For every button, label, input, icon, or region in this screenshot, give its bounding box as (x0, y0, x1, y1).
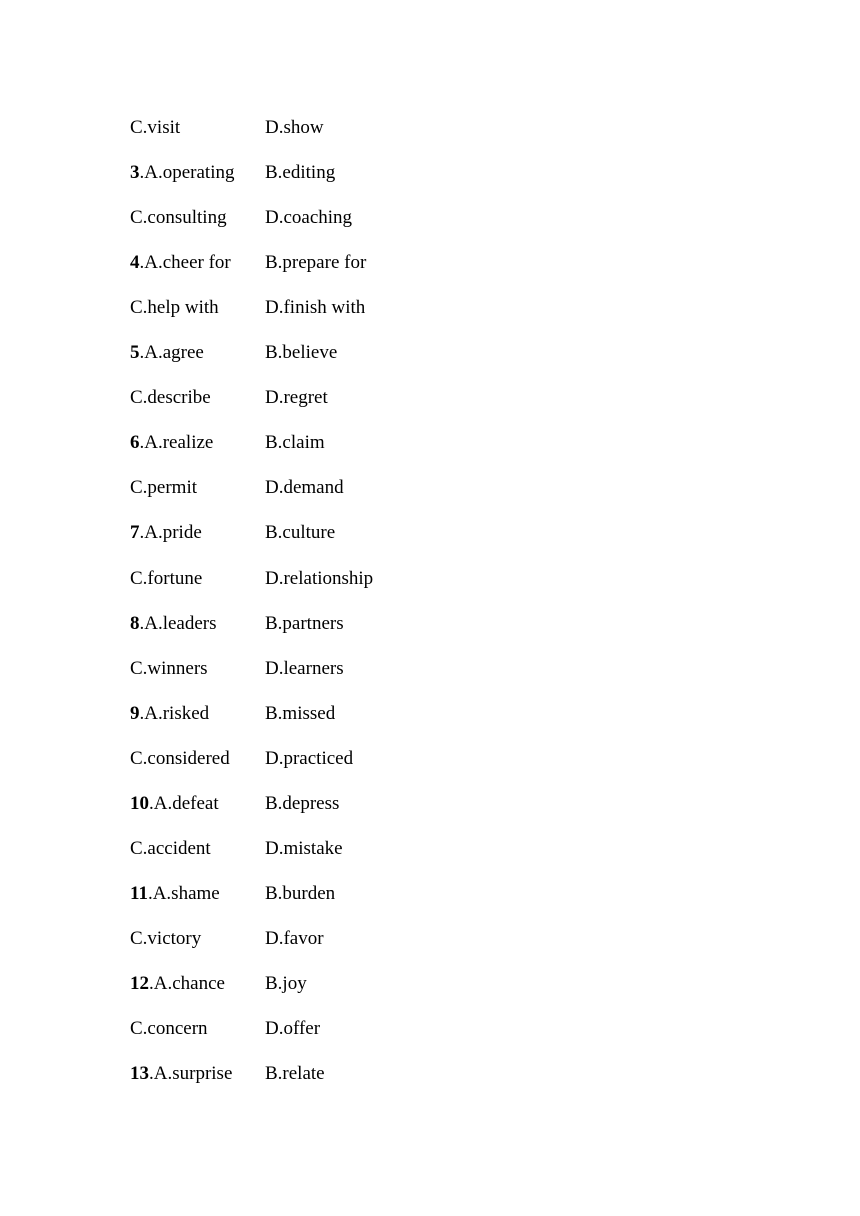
option-left-text: .A.chance (149, 973, 225, 994)
option-left (130, 161, 234, 185)
option-left-text: .A.shame (147, 883, 220, 904)
option-left (130, 341, 204, 365)
option-right: D.demand (265, 477, 344, 498)
question-number: 9 (130, 703, 140, 724)
option-right: D.practiced (265, 748, 354, 769)
option-right: D.finish with (265, 297, 366, 318)
option-left (130, 386, 211, 410)
option-right: D.coaching (265, 207, 353, 228)
question-number: 10 (130, 793, 149, 814)
option-left (130, 702, 209, 726)
option-left-text: .A.defeat (149, 793, 219, 814)
option-left-text: .A.realize (139, 432, 214, 453)
question-number: 4 (130, 252, 140, 273)
option-right: B.missed (265, 703, 336, 724)
option-left-text: C.accident (130, 838, 211, 859)
option-left (130, 1017, 208, 1041)
option-left-text: C.concern (130, 1018, 208, 1039)
option-left (130, 657, 208, 681)
option-left-text: C.winners (130, 658, 208, 679)
option-left-text: C.help with (130, 297, 219, 318)
option-left-text: C.consulting (130, 207, 227, 228)
option-right: D.offer (265, 1018, 321, 1039)
option-left (130, 431, 213, 455)
option-left (130, 747, 230, 771)
option-left-text: C.describe (130, 387, 211, 408)
option-left (130, 476, 197, 500)
option-left (130, 837, 211, 861)
option-left (130, 521, 202, 545)
question-number: 7 (130, 522, 140, 543)
question-number: 13 (130, 1063, 149, 1084)
option-right: B.relate (265, 1063, 325, 1084)
option-right: B.prepare for (265, 252, 367, 273)
option-right: B.claim (265, 432, 325, 453)
option-left-text: C.permit (130, 477, 198, 498)
option-right: D.relationship (265, 568, 374, 589)
option-right: B.editing (265, 162, 336, 183)
option-right: D.regret (265, 387, 328, 408)
option-left-text: C.fortune (130, 568, 203, 589)
option-left-text: .A.operating (139, 162, 235, 183)
option-right: B.believe (265, 342, 338, 363)
option-left-text: C.victory (130, 928, 202, 949)
question-number: 8 (130, 613, 140, 634)
option-left (130, 882, 220, 906)
option-right: D.mistake (265, 838, 343, 859)
option-left-text: .A.cheer for (139, 252, 231, 273)
option-left-text: .A.surprise (149, 1063, 233, 1084)
option-left (130, 972, 225, 996)
option-left (130, 206, 227, 230)
option-right: B.culture (265, 522, 336, 543)
option-left (130, 116, 180, 140)
option-right: B.partners (265, 613, 344, 634)
option-right: B.depress (265, 793, 340, 814)
option-left (130, 612, 217, 636)
option-left-text: .A.risked (139, 703, 210, 724)
option-left-text: .A.leaders (139, 613, 217, 634)
question-number: 5 (130, 342, 140, 363)
option-left (130, 296, 219, 320)
option-left-text: C.visit (130, 117, 181, 138)
question-number: 12 (130, 973, 149, 994)
option-right: D.favor (265, 928, 324, 949)
option-left-text: .A.agree (139, 342, 204, 363)
option-left-text: C.considered (130, 748, 230, 769)
option-left (130, 251, 231, 275)
option-right: B.joy (265, 973, 307, 994)
question-number: 3 (130, 162, 140, 183)
option-right: D.learners (265, 658, 344, 679)
option-right: B.burden (265, 883, 336, 904)
question-number: 6 (130, 432, 140, 453)
option-right: D.show (265, 117, 324, 138)
option-left (130, 927, 201, 951)
option-left (130, 792, 219, 816)
option-left (130, 1062, 232, 1086)
question-number: 11 (130, 883, 148, 904)
option-left (130, 567, 202, 591)
option-left-text: .A.pride (139, 522, 202, 543)
